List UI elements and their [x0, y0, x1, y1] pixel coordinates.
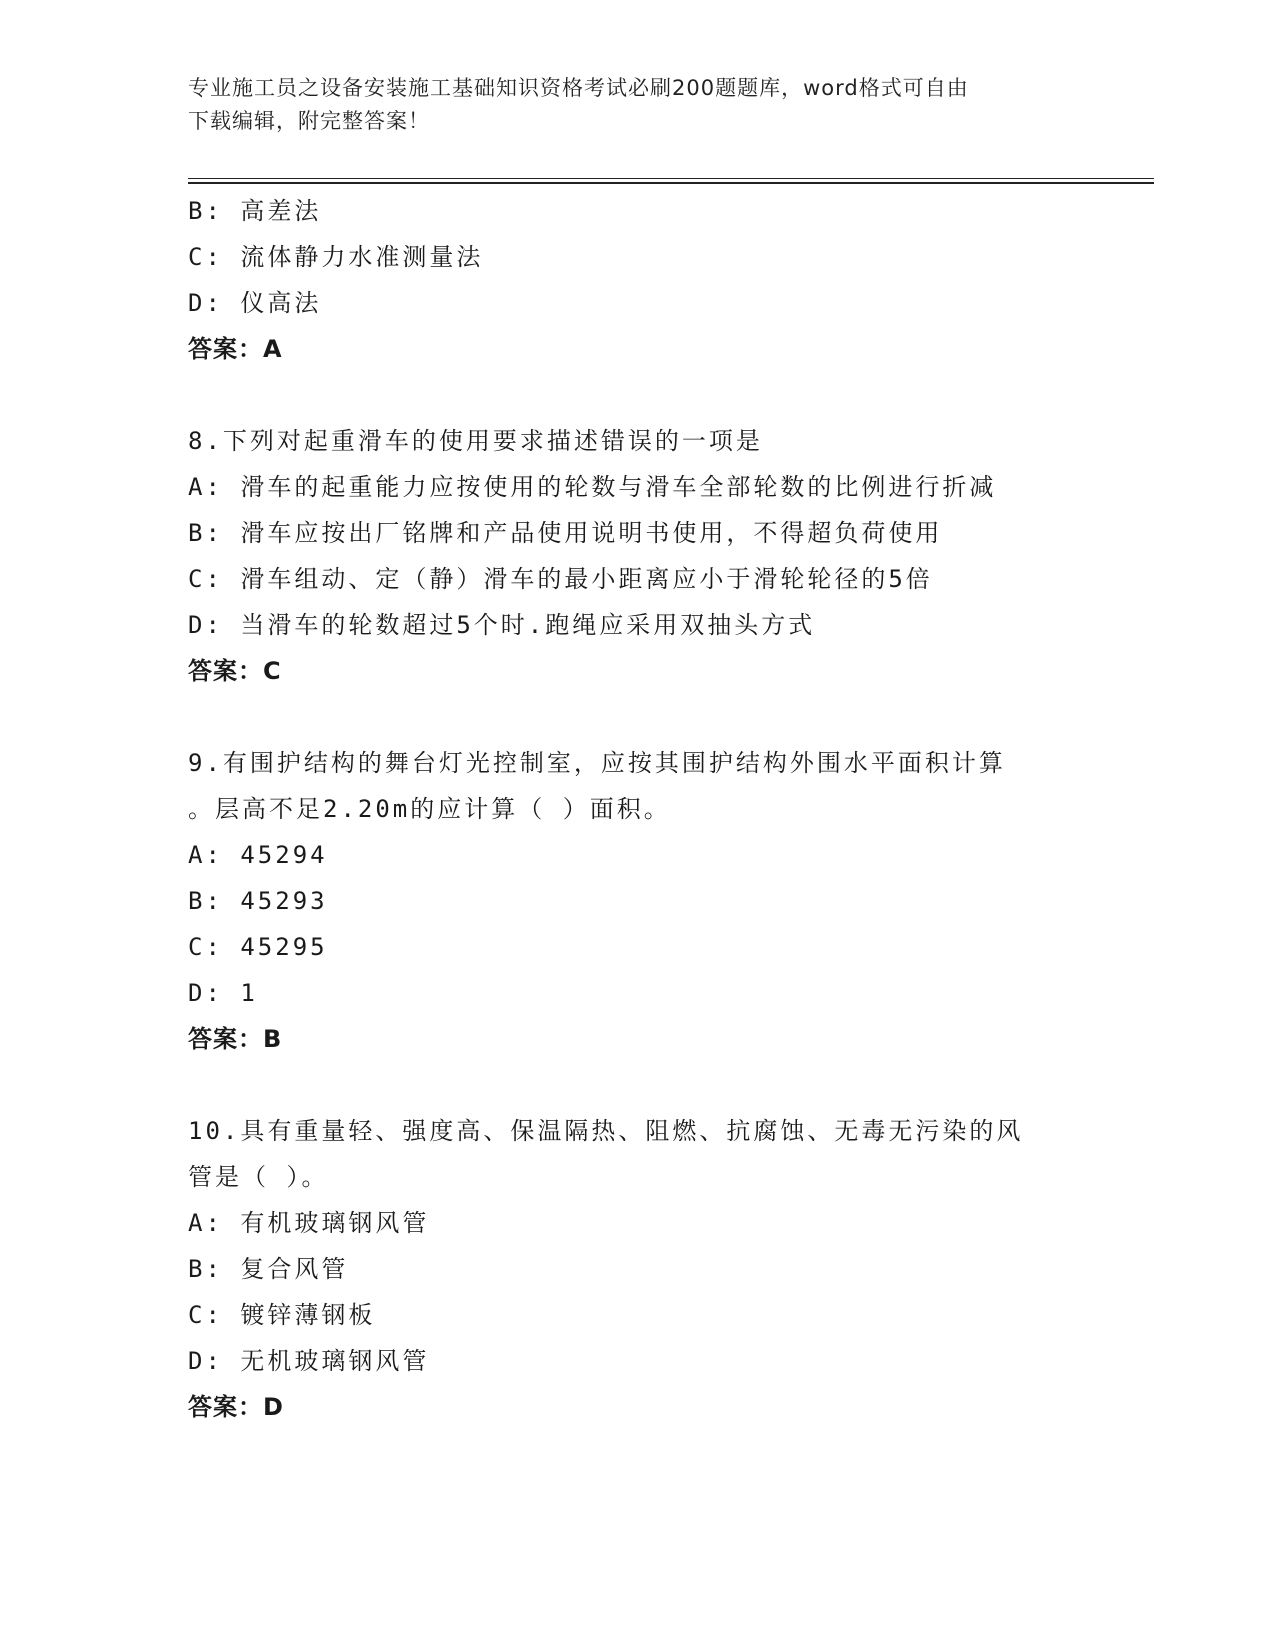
option-c: C: 流体静力水准测量法 [188, 243, 484, 271]
option-b: B: 复合风管 [188, 1255, 349, 1283]
question-7-continued [188, 188, 1148, 372]
question-text-continued: 。层高不足2.20m的应计算（ ）面积。 [188, 795, 671, 823]
option-d: D: 仪高法 [188, 289, 322, 317]
question-list [188, 188, 1148, 1430]
header-rule-thick [188, 182, 1154, 184]
option-c: C: 45295 [188, 933, 328, 961]
option-d: D: 无机玻璃钢风管 [188, 1347, 430, 1375]
option-d: D: 1 [188, 979, 258, 1007]
question-text: 9.有围护结构的舞台灯光控制室，应按其围护结构外围水平面积计算 [188, 749, 1006, 777]
header-rule-thin [188, 178, 1154, 179]
option-b: B: 45293 [188, 887, 328, 915]
question-10 [188, 1108, 1148, 1430]
option-c: C: 滑车组动、定（静）滑车的最小距离应小于滑轮轮径的5倍 [188, 565, 933, 593]
question-8 [188, 418, 1148, 694]
option-b: B: 滑车应按出厂铭牌和产品使用说明书使用，不得超负荷使用 [188, 519, 943, 547]
question-text: 8.下列对起重滑车的使用要求描述错误的一项是 [188, 427, 763, 455]
answer-line: 答案：D [188, 1393, 284, 1421]
option-d: D: 当滑车的轮数超过5个时.跑绳应采用双抽头方式 [188, 611, 816, 639]
answer-line: 答案：A [188, 335, 283, 363]
option-c: C: 镀锌薄钢板 [188, 1301, 376, 1329]
question-9 [188, 740, 1148, 1062]
option-a: A: 滑车的起重能力应按使用的轮数与滑车全部轮数的比例进行折减 [188, 473, 997, 501]
header-line-1: 专业施工员之设备安装施工基础知识资格考试必刷200题题库，word格式可自由 [188, 76, 969, 100]
option-b: B: 高差法 [188, 197, 322, 225]
document-header [188, 72, 1088, 138]
header-line-2: 下载编辑，附完整答案！ [188, 109, 430, 133]
question-text: 10.具有重量轻、强度高、保温隔热、阻燃、抗腐蚀、无毒无污染的风 [188, 1117, 1024, 1145]
option-a: A: 45294 [188, 841, 328, 869]
question-text-continued: 管是（ ）。 [188, 1163, 329, 1191]
answer-line: 答案：B [188, 1025, 283, 1053]
option-a: A: 有机玻璃钢风管 [188, 1209, 430, 1237]
answer-line: 答案：C [188, 657, 282, 685]
